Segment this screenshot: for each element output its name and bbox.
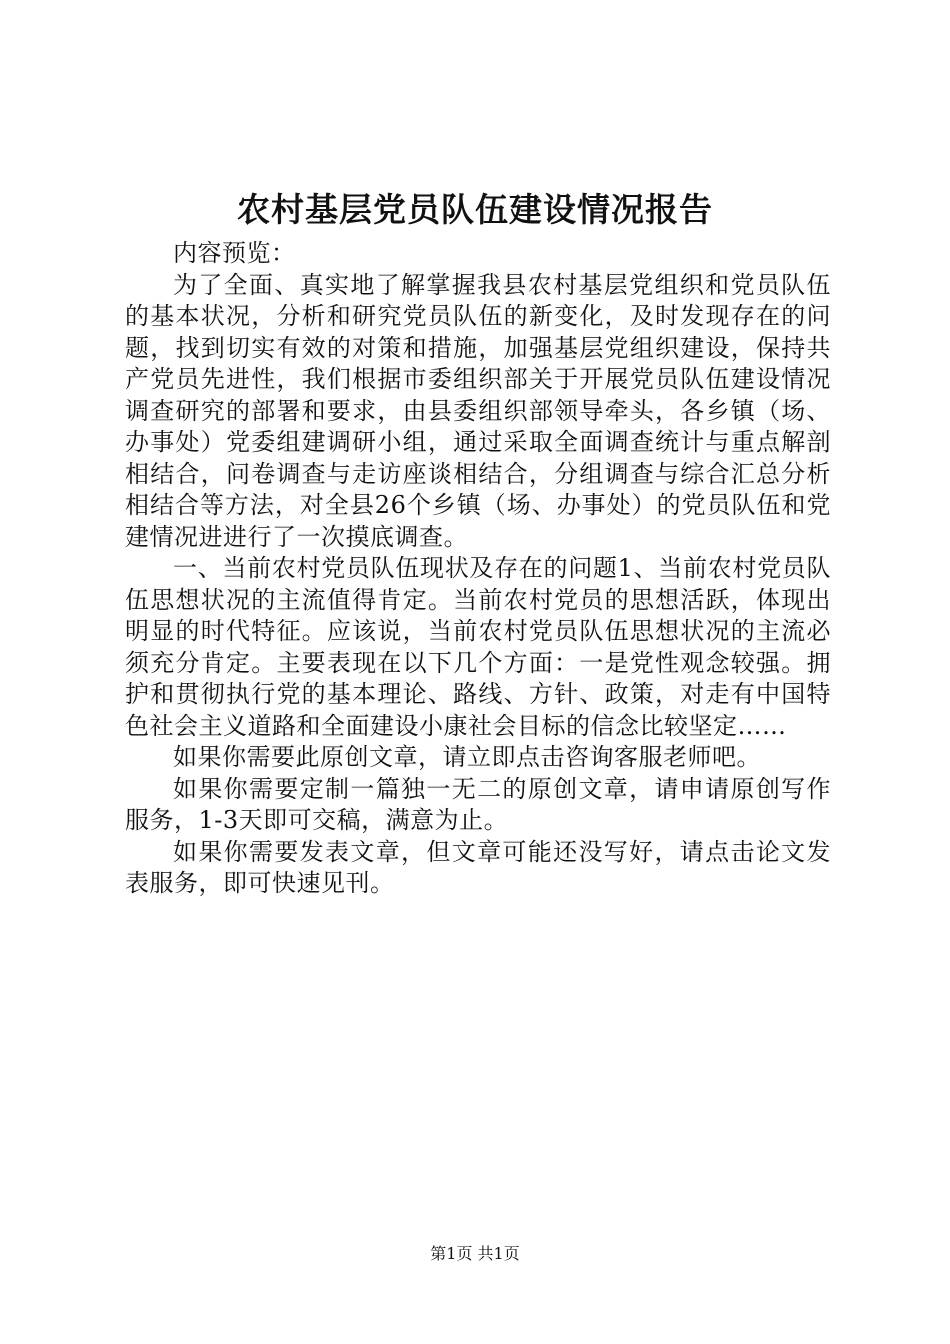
paragraph-publish-service[interactable]: 如果你需要发表文章，但文章可能还没写好，请点击论文发表服务，即可快速见刊。 bbox=[125, 837, 831, 897]
document-body bbox=[125, 238, 831, 900]
paragraph-section-one: 一、当前农村党员队伍现状及存在的问题1、当前农村党员队伍思想状况的主流值得肯定。当前农村党员的思想活跃，体现出明显的时代特征。应该说，当前农村党员队伍思想状况的主流必须充分肯定。主要表现在以下几个方面：一是党性观念较强。拥护和贯彻执行党的基本理论、路线、方针、政策，对走有中国特色社会主义道路和全面建设小康社会目标的信念比较坚定…… bbox=[125, 554, 831, 740]
document-title: 农村基层党员队伍建设情况报告 bbox=[237, 190, 713, 229]
paragraph-intro: 为了全面、真实地了解掌握我县农村基层党组织和党员队伍的基本状况，分析和研究党员队伍的新变化，及时发现存在的问题，找到切实有效的对策和措施，加强基层党组织建设，保持共产党员先进性，我们根据市委组织部关于开展党员队伍建设情况调查研究的部署和要求，由县委组织部领导牵头，各乡镇（场、办事处）党委组建调研小组，通过采取全面调查统计与重点解剖相结合，问卷调查与走访座谈相结合，分组调查与综合汇总分析相结合等方法，对全县26个乡镇（场、办事处）的党员队伍和党建情况进进行了一次摸底调查。 bbox=[125, 270, 831, 551]
paragraph-consult-link[interactable]: 如果你需要此原创文章，请立即点击咨询客服老师吧。 bbox=[173, 743, 761, 771]
page-indicator: 第1页 共1页 bbox=[430, 1244, 520, 1263]
paragraph-custom-writing[interactable]: 如果你需要定制一篇独一无二的原创文章，请申请原创写作服务，1-3天即可交稿，满意为止。 bbox=[125, 774, 831, 834]
preview-label: 内容预览： bbox=[173, 239, 296, 267]
